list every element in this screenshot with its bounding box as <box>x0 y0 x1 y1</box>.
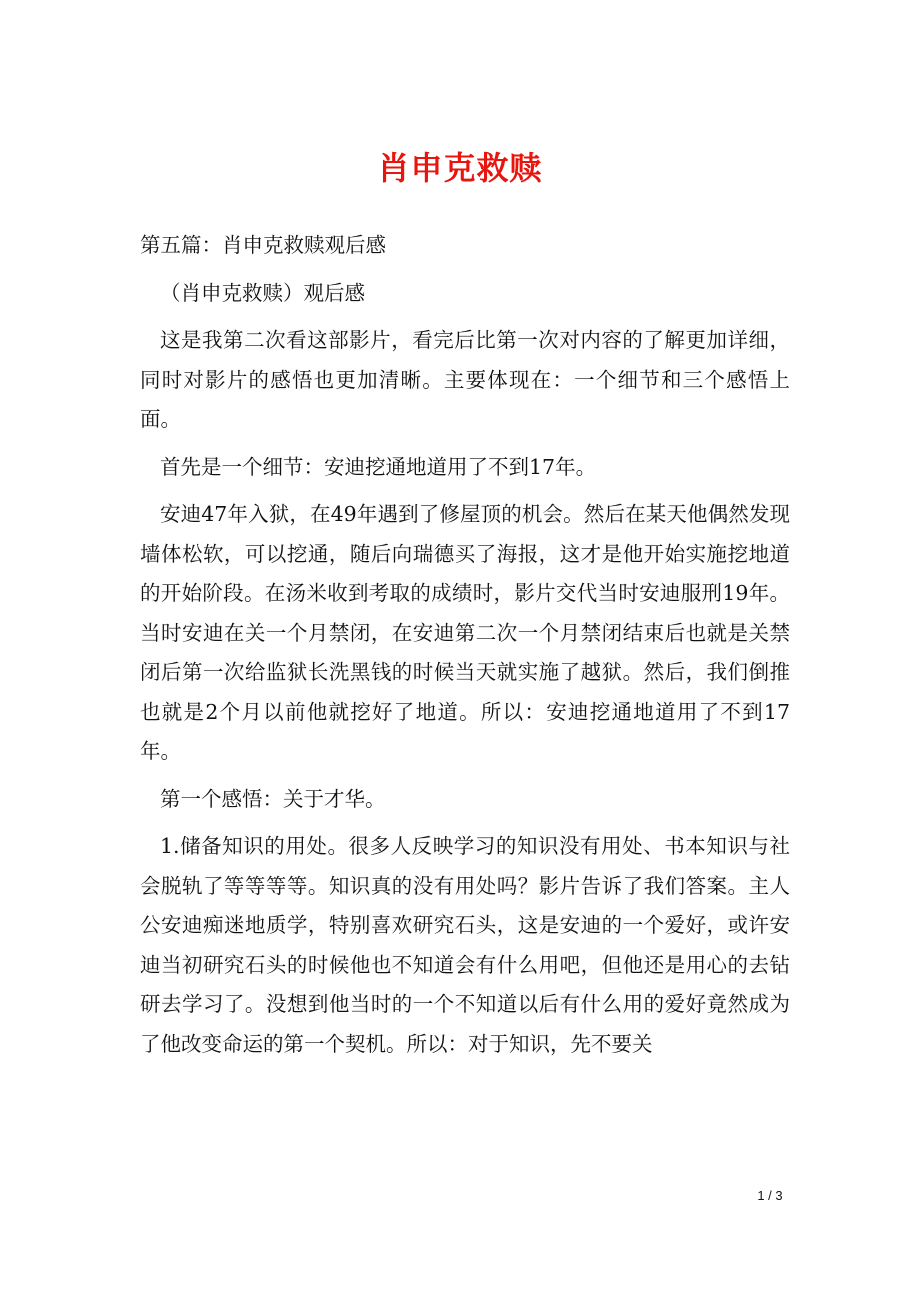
detail-paragraph: 安迪47年入狱，在49年遇到了修屋顶的机会。然后在某天他偶然发现墙体松软，可以挖通，随后向瑞德买了海报，这才是他开始实施挖地道的开始阶段。在汤米收到考取的成绩时，影片交代当时安迪服刑19年。当时安迪在关一个月禁闭，在安迪第二次一个月禁闭结束后也就是关禁闭后第一次给监狱长洗黑钱的时候当天就实施了越狱。然后，我们倒推也就是2个月以前他就挖好了地道。所以：安迪挖通地道用了不到17年。 <box>140 502 790 763</box>
document-title: 肖申克救赎 <box>377 149 543 187</box>
detail-heading-paragraph: 首先是一个细节：安迪挖通地道用了不到17年。 <box>160 454 597 479</box>
subtitle-paragraph: （肖申克救赎）观后感 <box>160 280 365 305</box>
section-heading: 第五篇：肖申克救赎观后感 <box>140 233 386 257</box>
insight-heading-paragraph: 第一个感悟：关于才华。 <box>160 786 386 811</box>
document-body <box>140 226 790 1072</box>
intro-paragraph: 这是我第二次看这部影片，看完后比第一次对内容的了解更加详细，同时对影片的感悟也更加清晰。主要体现在：一个细节和三个感悟上面。 <box>140 328 790 431</box>
insight-paragraph: 1.储备知识的用处。很多人反映学习的知识没有用处、书本知识与社会脱轨了等等等等。知识真的没有用处吗？影片告诉了我们答案。主人公安迪痴迷地质学，特别喜欢研究石头，这是安迪的一个爱好，或许安迪当初研究石头的时候他也不知道会有什么用吧，但他还是用心的去钻研去学习了。没想到他当时的一个不知道以后有什么用的爱好竟然成为了他改变命运的第一个契机。所以：对于知识，先不要关 <box>140 834 790 1056</box>
page-number: 1 / 3 <box>757 1188 783 1203</box>
